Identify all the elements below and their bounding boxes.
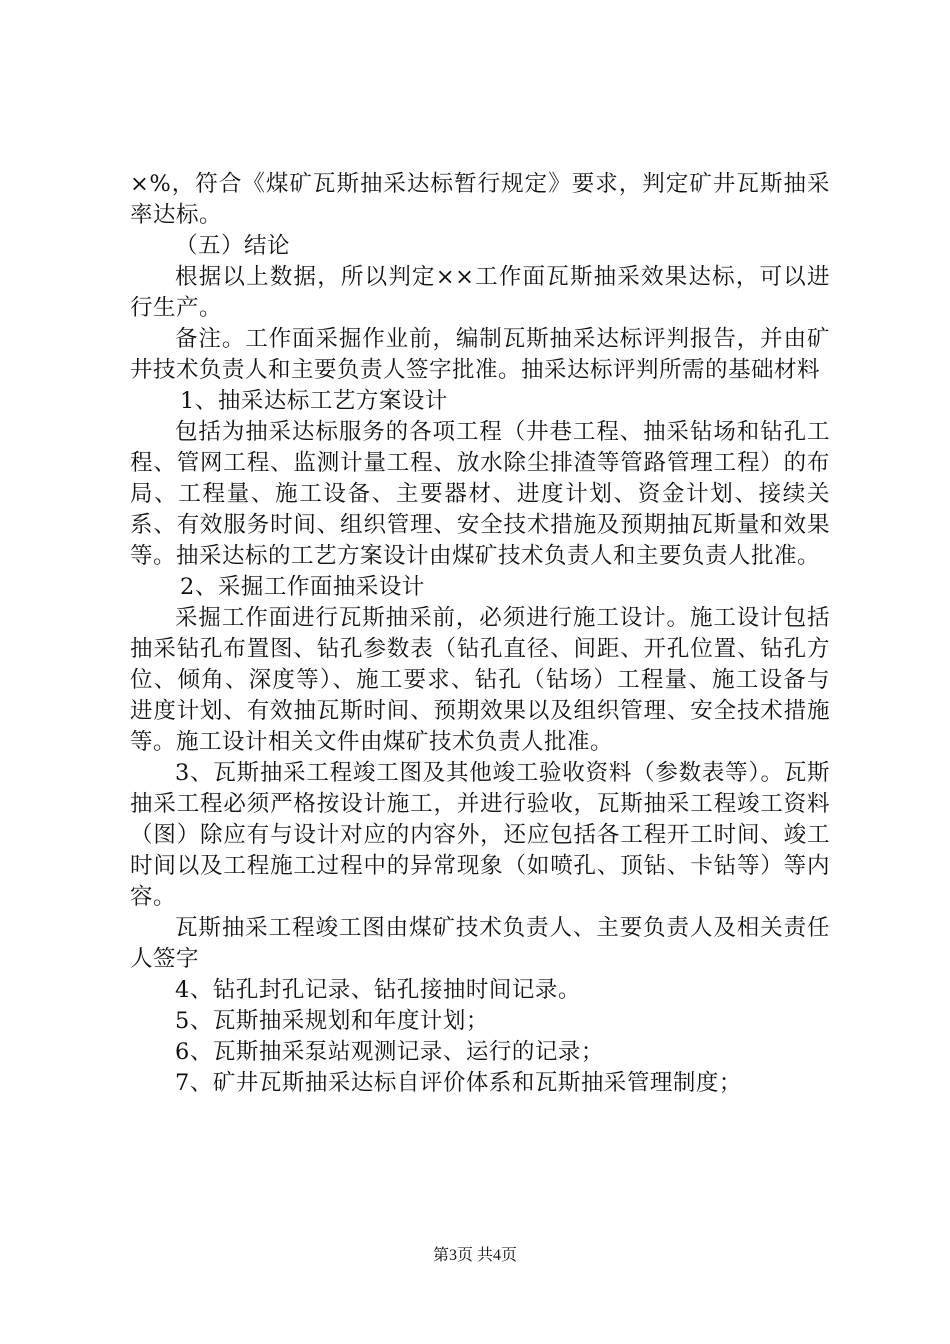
page-number-footer: 第3页 共4页	[432, 1247, 517, 1264]
document-body	[130, 169, 830, 1099]
paragraph-conclusion: 根据以上数据，所以判定××工作面瓦斯抽采效果达标，可以进行生产。	[130, 264, 830, 321]
heading-item-1: 1、抽采达标工艺方案设计	[180, 388, 448, 414]
paragraph-remarks: 备注。工作面采掘作业前，编制瓦斯抽采达标评判报告，并由矿井技术负责人和主要负责人签字批准。抽采达标评判所需的基础材料	[130, 326, 830, 383]
paragraph-item-3: 3、瓦斯抽采工程竣工图及其他竣工验收资料（参数表等）。瓦斯抽采工程必须严格按设计施工，并进行验收，瓦斯抽采工程竣工资料（图）除应有与设计对应的内容外，还应包括各工程开工时间、竣工时间以及工程施工过程中的异常现象（如喷孔、顶钻、卡钻等）等内容。	[130, 760, 830, 910]
paragraph-item-2: 采掘工作面进行瓦斯抽采前，必须进行施工设计。施工设计包括抽采钻孔布置图、钻孔参数表（钻孔直径、间距、开孔位置、钻孔方位、倾角、深度等）、施工要求、钻孔（钻场）工程量、施工设备与进度计划、有效抽瓦斯时间、预期效果以及组织管理、安全技术措施等。施工设计相关文件由煤矿技术负责人批准。	[130, 605, 830, 755]
list-item-6: 6、瓦斯抽采泵站观测记录、运行的记录；	[175, 1039, 604, 1065]
list-item-5: 5、瓦斯抽采规划和年度计划；	[175, 1008, 489, 1034]
paragraph-extraction-rate: ×%，符合《煤矿瓦斯抽采达标暂行规定》要求，判定矿井瓦斯抽采率达标。	[130, 171, 830, 228]
paragraph-item-1: 包括为抽采达标服务的各项工程（井巷工程、抽采钻场和钻孔工程、管网工程、监测计量工程、放水除尘排渣等管路管理工程）的布局、工程量、施工设备、主要器材、进度计划、资金计划、接续关系、有效服务时间、组织管理、安全技术措施及预期抽瓦斯量和效果等。抽采达标的工艺方案设计由煤矿技术负责人和主要负责人批准。	[130, 419, 830, 569]
heading-conclusion: （五）结论	[175, 233, 291, 259]
paragraph-as-built-signature: 瓦斯抽采工程竣工图由煤矿技术负责人、主要负责人及相关责任人签字	[130, 915, 830, 972]
heading-item-2: 2、采掘工作面抽采设计	[180, 574, 425, 600]
list-item-4: 4、钻孔封孔记录、钻孔接抽时间记录。	[175, 977, 581, 1003]
list-item-7: 7、矿井瓦斯抽采达标自评价体系和瓦斯抽采管理制度；	[175, 1070, 742, 1096]
